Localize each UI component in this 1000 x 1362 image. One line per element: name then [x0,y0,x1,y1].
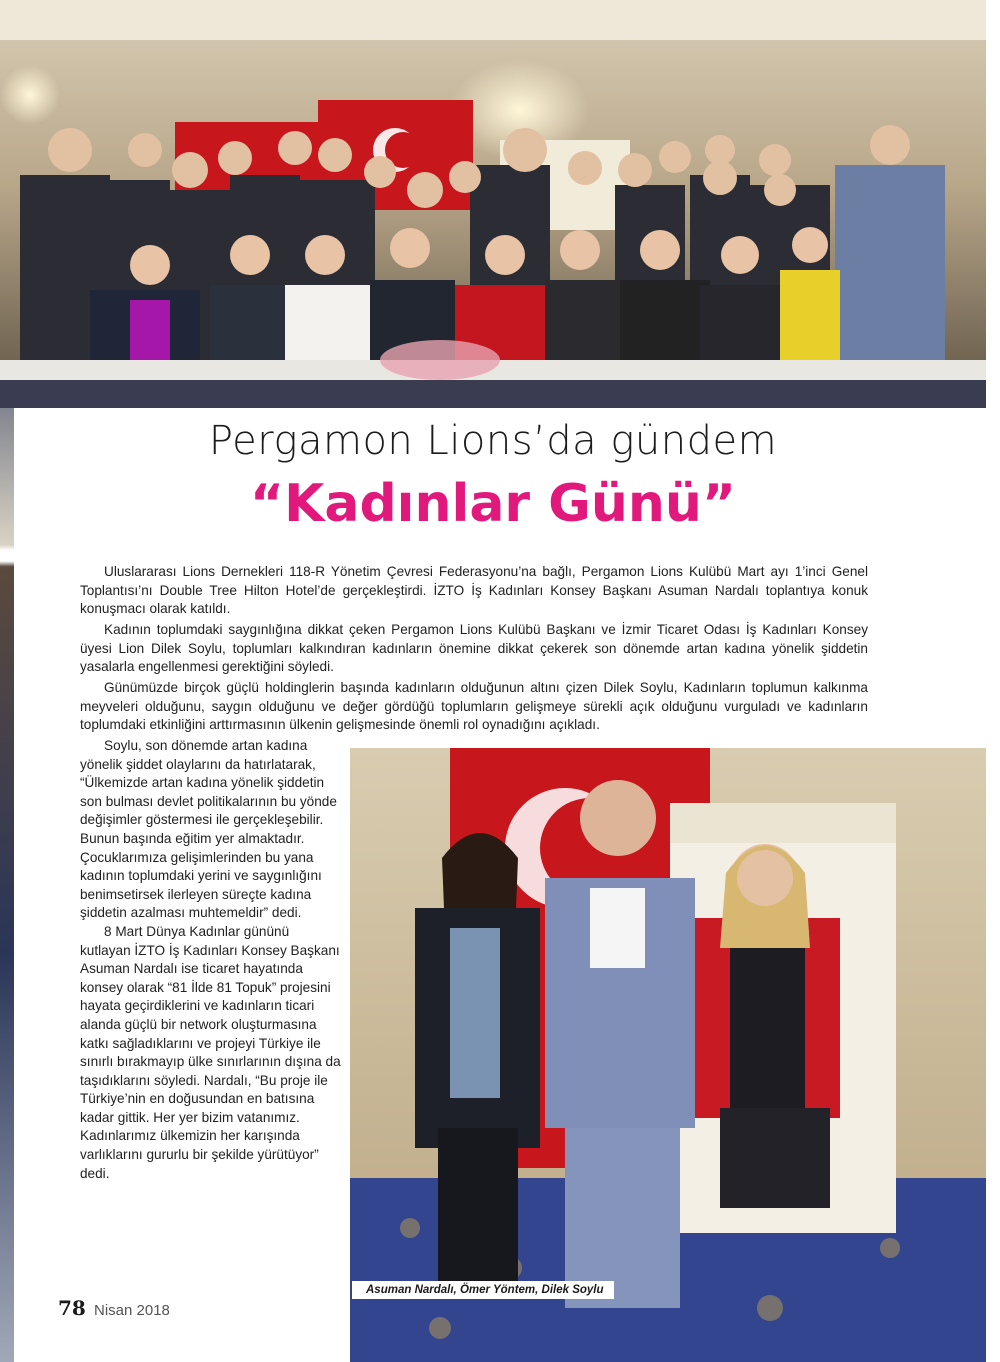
text-column [80,737,342,1183]
group-photo [0,0,986,408]
portrait-photo-icon [350,748,986,1362]
subheadline: “Kadınlar Günü” [249,474,737,534]
group-photo-icon [0,0,986,408]
page-folio [58,1296,170,1320]
page-number: 78 [58,1296,86,1320]
column-paragraph: Soylu, son dönemde artan kadına yönelik şiddet olaylarını da hatırlatarak, “Ülkemizde artan kadına yönelik şiddetin son bulması devlet politikalarının bu yönde değişimler göstermesi ile gerçekleşebilir. Bunun başında eğitim yer almaktadır. Çocuklarımıza gelişimlerinden bu yana kadının toplumdaki yerini ve saygınlığını benimsetirsek ilerleyen süreçte kadına şiddetin azalması muhtemeldir” dedi. [80,738,337,921]
issue-date: Nisan 2018 [94,1302,170,1319]
body-paragraph: Günümüzde birçok güçlü holdinglerin başında kadınların olduğunun altını çizen Dilek Soylu, Kadınların toplumun kalkınma meyveleri olduğunu, saygın olduğunu ve değer gördüğü toplumların gelişmeye sürekli açık olduğunu vurguladı ve kadınların toplumdaki etkinliğini arttırmasının ülkenin gelişmesinde önemli rol oynadığını açıkladı. [80,680,868,733]
photo-caption: Asuman Nardalı, Ömer Yöntem, Dilek Soylu [352,1281,614,1299]
column-paragraph: 8 Mart Dünya Kadınlar gününü kutlayan İZTO İş Kadınları Konsey Başkanı Asuman Nardalı ise ticaret hayatında konsey olarak “81 İlde 81 Topuk” projesini hayata geçirdiklerini ve kadınların ticari alanda güçlü bir network oluşturmasına katkı sağladıklarını ve projeyi Türkiye ile sınırlı bırakmayıp ülke sınırlarının dışına da taşıdıklarını söyledi. Nardalı, “Bu proje ile Türkiye’nin en doğusundan en batısına kadar gittik. Her yer bizim vatanımız. Kadınlarımız ülkemizin her karışında varlıklarını gururlu bir şekilde yürütüyor” dedi. [80,923,341,1181]
headline: Pergamon Lions’da gündem [208,418,778,464]
portrait-photo [350,748,986,1362]
body-paragraph: Kadının toplumdaki saygınlığına dikkat çeken Pergamon Lions Kulübü Başkanı ve İzmir Ticaret Odası İş Kadınları Konsey üyesi Lion Dilek Soylu, toplumları kalkındıran kadınların önemine dikkat çekerek son dönemde artan kadına yönelik şiddetin yasalarla engellenmesi gerektiğini söyledi. [80,622,868,675]
intro-paragraph: Uluslararası Lions Dernekleri 118-R Yönetim Çevresi Federasyonu’na bağlı, Pergamon Lions Kulübü Mart ayı 1’inci Genel Toplantısı’nı Double Tree Hilton Hotel’de gerçekleştirdi. İZTO İş Kadınları Konsey Başkanı Asuman Nardalı toplantıya konuk konuşmacı olarak katıldı. [80,564,868,617]
